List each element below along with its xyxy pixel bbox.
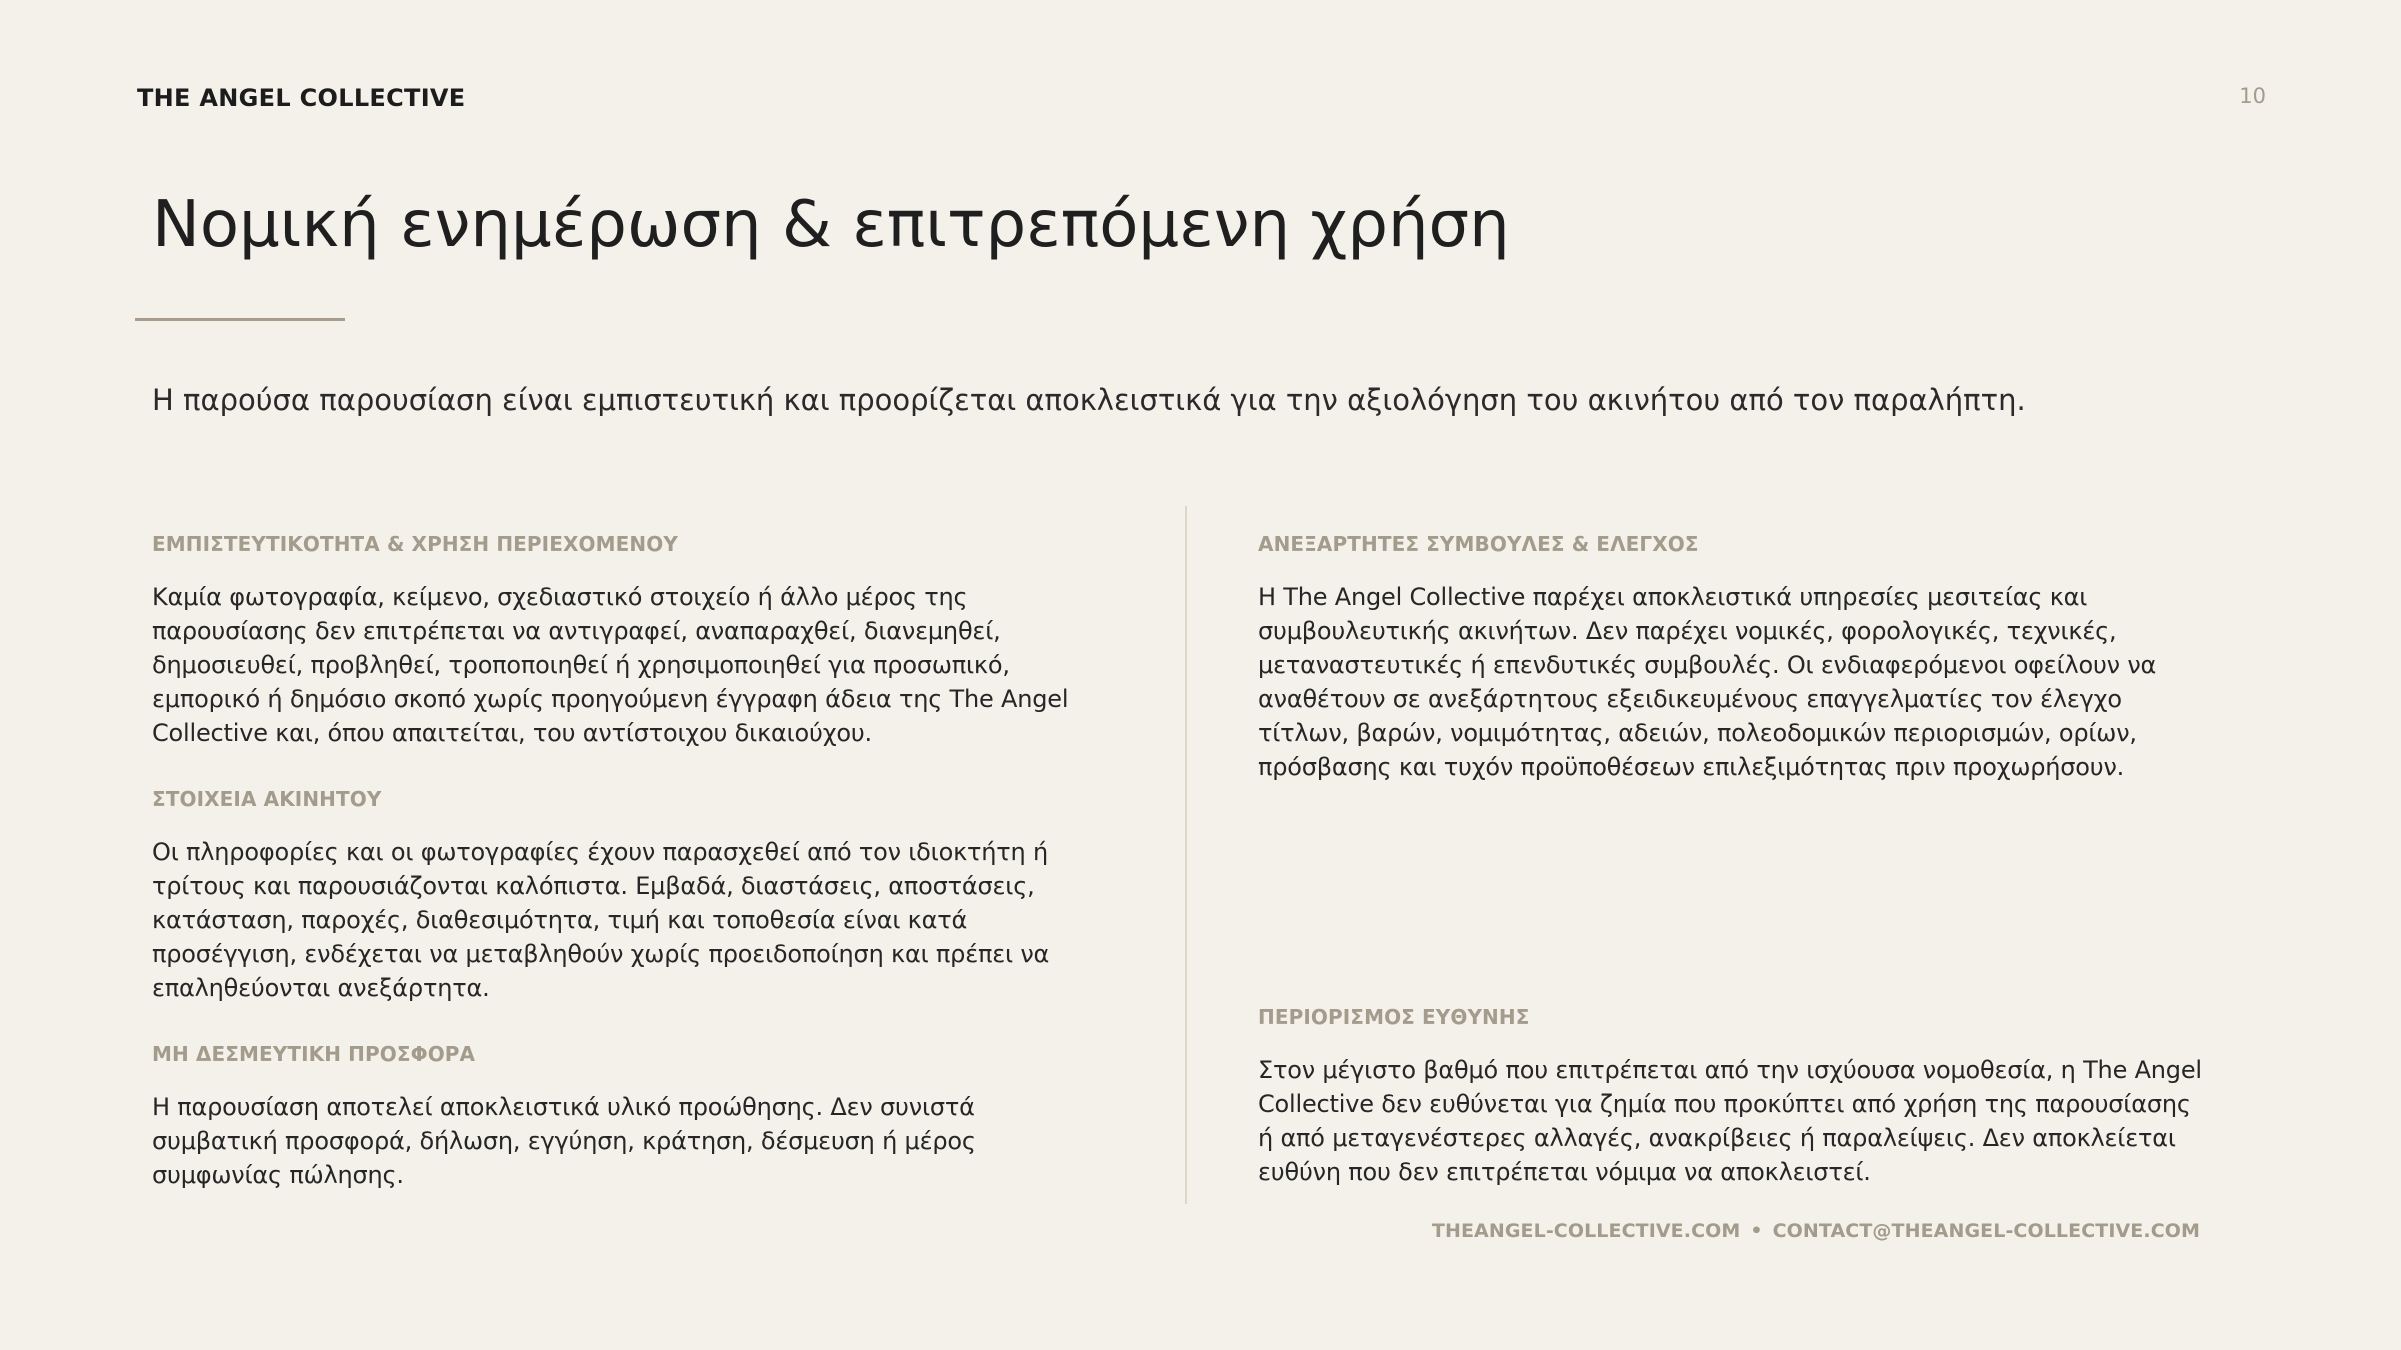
website-link[interactable]: THEANGEL-COLLECTIVE.COM (1431, 1220, 1741, 1242)
section-body: Η The Angel Collective παρέχει αποκλειστικά υπηρεσίες μεσιτείας και συμβουλευτικής ακινήτων. Δεν παρέχει νομικές, φορολογικές, τεχνικές, μεταναστευτικές ή επενδυτικές συμβουλές. Οι ενδιαφερόμενοι οφείλουν να αναθέτουν σε ανεξάρτητους εξειδικευμένους επαγγελματίες τον έλεγχο τίτλων, βαρών, νομιμότητας, αδειών, πολεοδομικών περιορισμών, ορίων, πρόσβασης και τυχόν προϋποθέσεων επιλεξιμότητας πριν προχωρήσουν. (1258, 583, 2157, 781)
section-independent-advice (1258, 524, 2208, 784)
section-liability-limitation (1258, 997, 2208, 1189)
email-link[interactable]: CONTACT@THEANGEL-COLLECTIVE.COM (1772, 1220, 2200, 1242)
page-number: 10 (2239, 84, 2266, 108)
section-heading: ΕΜΠΙΣΤΕΥΤΙΚΟΤΗΤΑ & ΧΡΗΣΗ ΠΕΡΙΕΧΟΜΕΝΟΥ (152, 532, 678, 556)
section-body: Καμία φωτογραφία, κείμενο, σχεδιαστικό στοιχείο ή άλλο μέρος της παρουσίασης δεν επιτρέπεται να αντιγραφεί, αναπαραχθεί, διανεμηθεί, δημοσιευθεί, προβληθεί, τροποποιηθεί ή χρησιμοποιηθεί για προσωπικό, εμπορικό ή δημόσιο σκοπό χωρίς προηγούμενη έγγραφη άδεια της The Angel Collective και, όπου απαιτείται, του αντίστοιχου δικαιούχου. (152, 583, 1069, 747)
footer-separator: • (1750, 1220, 1763, 1242)
section-body: Στον μέγιστο βαθμό που επιτρέπεται από την ισχύουσα νομοθεσία, η The Angel Collective δεν ευθύνεται για ζημία που προκύπτει από χρήση της παρουσίασης ή από μεταγενέστερες αλλαγές, ανακρίβειες ή παραλείψεις. Δεν αποκλείεται ευθύνη που δεν επιτρέπεται νόμιμα να αποκλειστεί. (1258, 1056, 2202, 1186)
section-body: Η παρουσίαση αποτελεί αποκλειστικά υλικό προώθησης. Δεν συνιστά συμβατική προσφορά, δήλωση, εγγύηση, κράτηση, δέσμευση ή μέρος συμφωνίας πώλησης. (152, 1093, 976, 1189)
section-heading: ΑΝΕΞΑΡΤΗΤΕΣ ΣΥΜΒΟΥΛΕΣ & ΕΛΕΓΧΟΣ (1258, 532, 1699, 556)
column-divider (1185, 506, 1187, 1204)
title-underline (135, 318, 345, 321)
footer-contact (1432, 1220, 2200, 1242)
page-title: Νομική ενημέρωση & επιτρεπόμενη χρήση (152, 188, 1510, 262)
section-body: Οι πληροφορίες και οι φωτογραφίες έχουν παρασχεθεί από τον ιδιοκτήτη ή τρίτους και παρουσιάζονται καλόπιστα. Εμβαδά, διαστάσεις, αποστάσεις, κατάσταση, παροχές, διαθεσιμότητα, τιμή και τοποθεσία είναι κατά προσέγγιση, ενδέχεται να μεταβληθούν χωρίς προειδοποίηση και πρέπει να επαληθεύονται ανεξάρτητα. (152, 838, 1050, 1002)
section-non-binding-offer (152, 1034, 1072, 1192)
section-confidentiality (152, 524, 1072, 750)
section-heading: ΜΗ ΔΕΣΜΕΥΤΙΚΗ ΠΡΟΣΦΟΡΑ (152, 1042, 476, 1066)
section-property-details (152, 779, 1072, 1005)
brand-name: THE ANGEL COLLECTIVE (137, 84, 466, 112)
intro-text: Η παρούσα παρουσίαση είναι εμπιστευτική και προορίζεται αποκλειστικά για την αξιολόγηση του ακινήτου από τον παραλήπτη. (152, 383, 2026, 417)
section-heading: ΣΤΟΙΧΕΙΑ ΑΚΙΝΗΤΟΥ (152, 787, 382, 811)
section-heading: ΠΕΡΙΟΡΙΣΜΟΣ ΕΥΘΥΝΗΣ (1258, 1005, 1530, 1029)
